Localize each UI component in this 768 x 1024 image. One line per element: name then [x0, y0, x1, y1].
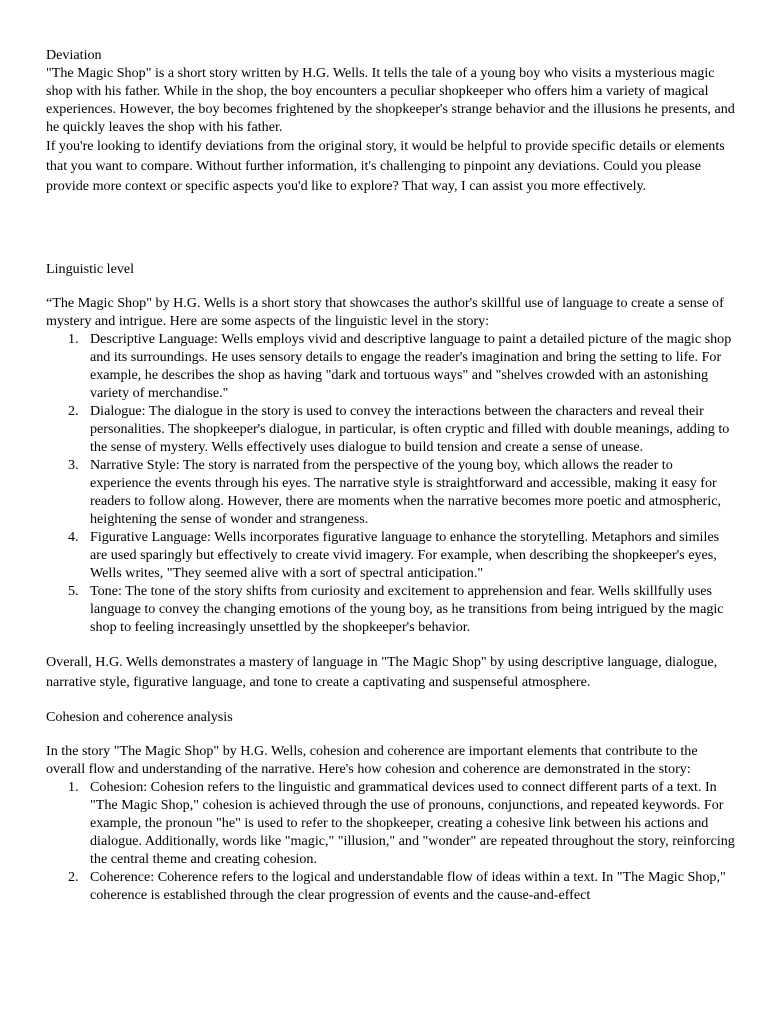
- list-item: [46, 778, 736, 868]
- list-item-text: Coherence: Coherence refers to the logical and understandable flow of ideas within a text. In "The Magic Shop," coherence is established through the clear progression of events and the cause-and-effect: [90, 869, 726, 903]
- list-item: [46, 330, 736, 402]
- cohesion-list: [46, 778, 736, 904]
- list-number: 5.: [68, 583, 79, 599]
- list-number: 2.: [68, 869, 79, 885]
- list-item-text: Dialogue: The dialogue in the story is used to convey the interactions between the characters and reveal their personalities. The shopkeeper's dialogue, in particular, is often cryptic and filled with double meanings, adding to the sense of mystery. Wells effectively uses dialogue to build tension and create a sense of unease.: [90, 403, 730, 455]
- linguistic-list: [46, 330, 736, 636]
- cohesion-heading: Cohesion and coherence analysis: [46, 709, 233, 725]
- list-item-text: Descriptive Language: Wells employs vivid and descriptive language to paint a detailed picture of the magic shop and its surroundings. He uses sensory details to engage the reader's imagination and bring the setting to life. For example, he describes the shop as having "dark and tortuous ways" and "shelves crowded with an astonishing variety of merchandise.": [90, 331, 732, 401]
- list-number: 1.: [68, 779, 79, 795]
- linguistic-heading: Linguistic level: [46, 261, 135, 277]
- list-item-text: Cohesion: Cohesion refers to the linguistic and grammatical devices used to connect different parts of a text. In "The Magic Shop," cohesion is achieved through the use of pronouns, conjunctions, and repeated keywords. For example, the pronoun "he" is used to refer to the shopkeeper, creating a cohesive link between his actions and dialogue. Additionally, words like "magic," "illusion," and "wonder" are repeated throughout the story, reinforcing the central theme and creating cohesion.: [90, 779, 735, 867]
- cohesion-intro: In the story "The Magic Shop" by H.G. Wells, cohesion and coherence are important elements that contribute to the overall flow and understanding of the narrative. Here's how cohesion and coherence are demonstrated in the story:: [46, 743, 698, 777]
- list-item-text: Tone: The tone of the story shifts from curiosity and excitement to apprehension and fear. Wells skillfully uses language to convey the changing emotions of the young boy, as he transitions from being intrigued by the magic shop to feeling increasingly unsettled by the shopkeeper's behavior.: [90, 583, 724, 635]
- list-item: [46, 528, 736, 582]
- document-page: [46, 46, 736, 904]
- list-item: [46, 868, 736, 904]
- list-item: [46, 582, 736, 636]
- list-number: 2.: [68, 403, 79, 419]
- list-item: [46, 456, 736, 528]
- linguistic-conclusion: Overall, H.G. Wells demonstrates a mastery of language in "The Magic Shop" by using descriptive language, dialogue, narrative style, figurative language, and tone to create a captivating and suspenseful atmosphere.: [46, 654, 718, 690]
- deviation-heading: Deviation: [46, 47, 102, 63]
- deviation-paragraph-request: If you're looking to identify deviations from the original story, it would be helpful to provide specific details or elements that you want to compare. Without further information, it's challenging to pinpoint any deviations. Could you please provide more context or specific aspects you'd like to explore? That way, I can assist you more effectively.: [46, 138, 725, 194]
- linguistic-intro: “The Magic Shop" by H.G. Wells is a short story that showcases the author's skillful use of language to create a sense of mystery and intrigue. Here are some aspects of the linguistic level in the story:: [46, 295, 724, 329]
- list-item-text: Figurative Language: Wells incorporates figurative language to enhance the storytelling. Metaphors and similes are used sparingly but effectively to create vivid imagery. For example, when describing the shopkeeper's eyes, Wells writes, "They seemed alive with a sort of spectral anticipation.": [90, 529, 720, 581]
- deviation-paragraph-summary: "The Magic Shop" is a short story written by H.G. Wells. It tells the tale of a young boy who visits a mysterious magic shop with his father. While in the shop, the boy encounters a peculiar shopkeeper who offers him a variety of magical experiences. However, the boy becomes frightened by the shopkeeper's strange behavior and the illusions he presents, and he quickly leaves the shop with his father.: [46, 65, 735, 135]
- list-number: 1.: [68, 331, 79, 347]
- list-number: 3.: [68, 457, 79, 473]
- list-number: 4.: [68, 529, 79, 545]
- list-item-text: Narrative Style: The story is narrated from the perspective of the young boy, which allows the reader to experience the events through his eyes. The narrative style is straightforward and accessible, making it easy for readers to follow along. However, there are moments when the narrative becomes more poetic and atmospheric, heightening the sense of wonder and strangeness.: [90, 457, 722, 527]
- list-item: [46, 402, 736, 456]
